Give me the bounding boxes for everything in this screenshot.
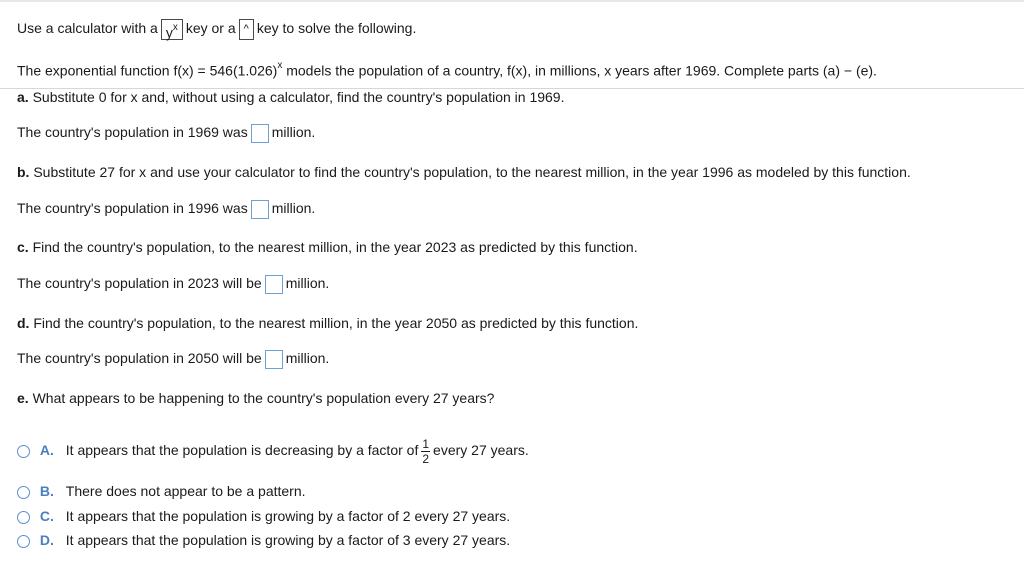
instruction-post: key to solve the following. — [256, 20, 417, 37]
part-c-text: Find the country's population, to the nearest million, in the year 2023 as predicted by this function. — [32, 239, 638, 255]
choice-c[interactable] — [17, 508, 510, 524]
part-d-answer-input[interactable] — [265, 350, 283, 369]
part-c-answer-input[interactable] — [265, 275, 283, 294]
choice-d-letter: D. — [39, 532, 54, 548]
part-b-label: b. — [17, 164, 30, 180]
part-b-question — [17, 164, 911, 180]
choice-a-letter: A. — [39, 442, 54, 459]
choice-b-text: There does not appear to be a pattern. — [65, 483, 306, 499]
part-e-question — [17, 390, 494, 406]
part-a-text: Substitute 0 for x and, without using a calculator, find the country's population in 1969. — [32, 89, 565, 105]
choice-a-text-pre: It appears that the population is decreasing by a factor of — [65, 442, 419, 459]
choice-a-text-post: every 27 years. — [433, 442, 529, 459]
part-c-answer-pre: The country's population in 2023 will be — [17, 275, 262, 292]
part-a-answer-post: million. — [271, 124, 316, 141]
choice-b-letter: B. — [39, 483, 54, 499]
choice-b-radio[interactable] — [17, 486, 30, 499]
instruction-line — [17, 19, 416, 40]
caret-key-box: ^ — [239, 19, 254, 40]
choice-a-radio[interactable] — [17, 445, 30, 458]
choice-d-text: It appears that the population is growing by a factor of 3 every 27 years. — [65, 532, 511, 548]
part-c-answer-post: million. — [285, 275, 330, 292]
part-d-answer-line — [17, 350, 329, 369]
top-border — [0, 0, 1024, 2]
part-d-label: d. — [17, 315, 30, 331]
part-c-answer-line — [17, 275, 329, 294]
part-b-answer-line — [17, 200, 315, 219]
part-a-answer-pre: The country's population in 1969 was — [17, 124, 248, 141]
part-c-question — [17, 239, 638, 255]
part-e-label: e. — [17, 390, 29, 406]
part-b-answer-input[interactable] — [251, 200, 269, 219]
problem-intro — [17, 62, 877, 79]
instruction-mid: key or a — [185, 20, 236, 37]
instruction-pre: Use a calculator with a — [17, 20, 158, 37]
part-d-text: Find the country's population, to the nearest million, in the year 2050 as predicted by this function. — [33, 315, 639, 331]
part-d-question — [17, 315, 638, 331]
yx-key-exp: x — [172, 22, 178, 33]
choice-a[interactable] — [17, 438, 529, 474]
choice-c-letter: C. — [39, 508, 54, 524]
intro-exponent: x — [277, 60, 283, 71]
choice-c-radio[interactable] — [17, 511, 30, 524]
choice-b[interactable] — [17, 483, 306, 499]
part-b-text: Substitute 27 for x and use your calculator to find the country's population, to the nearest million, in the year 1996 as modeled by this function. — [33, 164, 911, 180]
choice-d-radio[interactable] — [17, 535, 30, 548]
part-d-answer-pre: The country's population in 2050 will be — [17, 350, 262, 367]
fraction-numerator: 1 — [422, 437, 430, 451]
part-a-label: a. — [17, 89, 29, 105]
part-b-answer-pre: The country's population in 1996 was — [17, 200, 248, 217]
part-a-question — [17, 89, 564, 105]
choice-d[interactable] — [17, 532, 510, 548]
intro-text: models the population of a country, f(x), in millions, x years after 1969. Complete parts (a) − (e). — [286, 62, 877, 79]
intro-function: The exponential function f(x) = 546(1.026) — [17, 62, 278, 79]
yx-key-box — [161, 19, 183, 40]
part-b-answer-post: million. — [271, 200, 316, 217]
part-a-answer-input[interactable] — [251, 124, 269, 143]
choice-a-fraction — [421, 438, 430, 465]
yx-key-base: y — [165, 24, 173, 41]
part-c-label: c. — [17, 239, 29, 255]
part-a-answer-line — [17, 124, 315, 143]
fraction-denominator: 2 — [422, 452, 430, 466]
part-e-text: What appears to be happening to the country's population every 27 years? — [32, 390, 495, 406]
choice-c-text: It appears that the population is growing by a factor of 2 every 27 years. — [65, 508, 511, 524]
part-d-answer-post: million. — [285, 350, 330, 367]
